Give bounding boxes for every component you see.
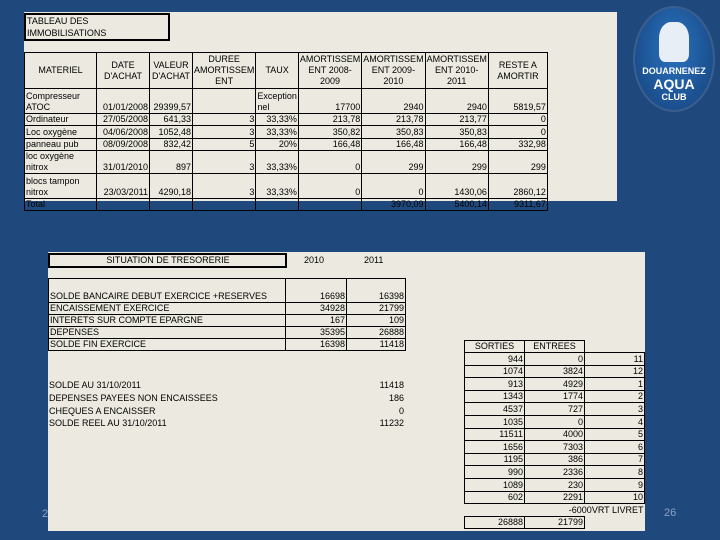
table-cell: Compresseur ATOC [25,89,97,114]
table-cell: 3824 [525,365,585,378]
table-row [465,378,645,391]
table-cell: SOLDE BANCAIRE DEBUT EXERCICE +RESERVES [49,279,286,303]
table-cell: 33,33% [256,151,299,174]
diver-icon [659,22,689,62]
table-cell: 17700 [298,89,361,114]
month-cell: 6 [585,441,645,454]
table-row [49,327,406,339]
month-cell: 7 [585,453,645,466]
table-cell: 213,78 [298,114,361,126]
logo-text: DOUARNENEZ AQUA CLUB [642,66,706,102]
table-cell: 7303 [525,441,585,454]
table-cell: 4929 [525,378,585,391]
month-cell: 4 [585,415,645,428]
table-cell: 3 [193,114,256,126]
column-header: DATE D'ACHAT [97,53,150,89]
table-cell: 23/03/2011 [97,174,150,199]
table-cell: 2860,12 [488,174,547,199]
header-row [25,53,548,89]
table-cell: 1195 [465,453,525,466]
table-row [25,199,548,211]
month-cell: 12 [585,365,645,378]
tresorerie-title: SITUATION DE TRESORERIE [48,253,287,268]
summary-value: 186 [388,392,404,403]
table-cell: 16398 [347,279,406,303]
table-cell [193,89,256,114]
column-header: TAUX [256,53,299,89]
table-row [25,139,548,151]
table-row [49,315,406,327]
table-cell [256,199,299,211]
table-row [465,390,645,403]
column-header: SORTIES [465,341,525,353]
month-cell: 3 [585,403,645,416]
note-row [465,504,645,517]
table-cell: 2291 [525,491,585,504]
table-cell: SOLDE FIN EXERCICE [49,339,286,351]
table-cell: 0 [525,353,585,366]
table-cell: 27/05/2008 [97,114,150,126]
table-cell: 602 [465,491,525,504]
total-cell: 21799 [525,517,585,529]
table-cell: 16698 [286,279,347,303]
column-header: VALEUR D'ACHAT [150,53,193,89]
table-cell: 167 [286,315,347,327]
table-cell: 5 [193,139,256,151]
table-row [49,339,406,351]
transfer-note: -6000VRT LIVRET [568,505,644,516]
table-row [465,466,645,479]
table-cell: 641,33 [150,114,193,126]
summary-value: 11232 [379,418,404,429]
table-cell: 0 [298,174,361,199]
month-cell: 11 [585,353,645,366]
table-cell: 3 [193,174,256,199]
table-cell: 166,48 [298,139,361,151]
table-row [49,303,406,315]
table-cell: 4537 [465,403,525,416]
table-cell [193,199,256,211]
table-cell: 350,83 [362,126,425,139]
slide-number: 26 [664,507,677,519]
column-header: RESTE A AMORTIR [488,53,547,89]
table-cell: 2940 [362,89,425,114]
table-row [25,126,548,139]
table-cell: blocs tampon nitrox [25,174,97,199]
table-cell: 4000 [525,428,585,441]
table-cell: 299 [425,151,488,174]
table-cell: 213,78 [362,114,425,126]
table-row [465,491,645,504]
table-cell: 2336 [525,466,585,479]
table-cell: 01/01/2008 [97,89,150,114]
table-cell: Ordinateur [25,114,97,126]
table-cell: 16398 [286,339,347,351]
summary-value: 0 [398,405,404,416]
table-cell: 33,33% [256,126,299,139]
table-cell: ENCAISSEMENT EXERCICE [49,303,286,315]
table-cell: 33,33% [256,114,299,126]
table-cell: 1343 [465,390,525,403]
table-row [465,478,645,491]
table-cell: 5819,57 [488,89,547,114]
table-cell: 1074 [465,365,525,378]
table-cell: 350,82 [298,126,361,139]
table-cell: 166,48 [425,139,488,151]
table-cell: 1656 [465,441,525,454]
table-cell: 332,98 [488,139,547,151]
table-row [465,441,645,454]
table-cell: 213,77 [425,114,488,126]
table-cell: 1052,48 [150,126,193,139]
table-cell: Exception nel [256,89,299,114]
table-cell: 9311,67 [488,199,547,211]
table-cell: DEPENSES [49,327,286,339]
club-logo [633,6,715,112]
table-row [465,353,645,366]
table-cell: panneau pub [25,139,97,151]
table-cell: 1430,06 [425,174,488,199]
table-row [465,415,645,428]
table-cell: 897 [150,151,193,174]
table-cell: 4290,18 [150,174,193,199]
table-cell: 832,42 [150,139,193,151]
table-cell: 29399,57 [150,89,193,114]
table-cell: 109 [347,315,406,327]
total-cell: 26888 [465,517,525,529]
month-cell: 8 [585,466,645,479]
table-cell: 31/01/2010 [97,151,150,174]
table-cell: 20% [256,139,299,151]
month-cell: 2 [585,390,645,403]
immobilisations-table [24,52,548,211]
table-cell: 21799 [347,303,406,315]
table-cell: 08/09/2008 [97,139,150,151]
summary-value: 11418 [379,380,404,390]
table-cell: 5400,14 [425,199,488,211]
table-cell: 3 [193,126,256,139]
month-cell: 1 [585,378,645,391]
table-row [25,174,548,199]
table-cell: 1035 [465,415,525,428]
summary-label: CHEQUES A ENCAISSER [49,405,156,416]
table-cell: INTERETS SUR COMPTE EPARGNE [49,315,286,327]
table-cell: loc oxygène nitrox [25,151,97,174]
table-cell: 33,33% [256,174,299,199]
table-cell: 0 [362,174,425,199]
totals-row [465,517,645,529]
table-cell: 990 [465,466,525,479]
table-cell: 0 [525,415,585,428]
table-cell: 299 [362,151,425,174]
table-cell: 1089 [465,478,525,491]
table-cell: 944 [465,353,525,366]
table-cell: 727 [525,403,585,416]
table-cell [150,199,193,211]
table-cell: 26888 [347,327,406,339]
table-cell: 0 [488,114,547,126]
table-cell: 0 [298,151,361,174]
month-cell: 5 [585,428,645,441]
summary-label: DEPENSES PAYEES NON ENCAISSEES [49,392,218,403]
summary-label: SOLDE AU 31/10/2011 [49,380,141,390]
header-row [465,341,645,353]
table-row [465,403,645,416]
column-header: MATERIEL [25,53,97,89]
month-cell: 9 [585,478,645,491]
table-cell [298,199,361,211]
table-cell: 04/06/2008 [97,126,150,139]
table-row [465,365,645,378]
table-row [465,453,645,466]
tresorerie-table [48,278,406,351]
column-header: AMORTISSEM ENT 2009-2010 [362,53,425,89]
month-cell: 10 [585,491,645,504]
column-header: DUREE AMORTISSEM ENT [193,53,256,89]
mouvements-table [464,340,645,529]
immobilisations-title: TABLEAU DES IMMOBILISATIONS [24,13,170,41]
table-row [465,428,645,441]
table-cell: 35395 [286,327,347,339]
empty-cell [585,341,645,353]
table-cell: 2940 [425,89,488,114]
date-partial: 2 [42,508,49,520]
table-cell: 230 [525,478,585,491]
column-header: ENTREES [525,341,585,353]
table-cell: 3970,09 [362,199,425,211]
table-cell: 1774 [525,390,585,403]
table-cell: 34928 [286,303,347,315]
table-cell: 386 [525,453,585,466]
year-2011: 2011 [364,255,384,265]
summary-label: SOLDE REEL AU 31/10/2011 [49,418,167,429]
table-cell: 11511 [465,428,525,441]
table-cell: 11418 [347,339,406,351]
table-cell [97,199,150,211]
table-row [49,279,406,303]
column-header: AMORTISSEM ENT 2008-2009 [298,53,361,89]
table-cell: 166,48 [362,139,425,151]
table-cell: Loc oxygène [25,126,97,139]
column-header: AMORTISSEM ENT 2010-2011 [425,53,488,89]
year-2010: 2010 [304,255,325,265]
table-row [25,114,548,126]
table-row [25,89,548,114]
table-cell: 299 [488,151,547,174]
table-cell: 913 [465,378,525,391]
empty-cell [585,517,645,529]
table-cell: 350,83 [425,126,488,139]
table-cell: Total [25,199,97,211]
table-cell: 3 [193,151,256,174]
table-row [25,151,548,174]
table-cell: 0 [488,126,547,139]
